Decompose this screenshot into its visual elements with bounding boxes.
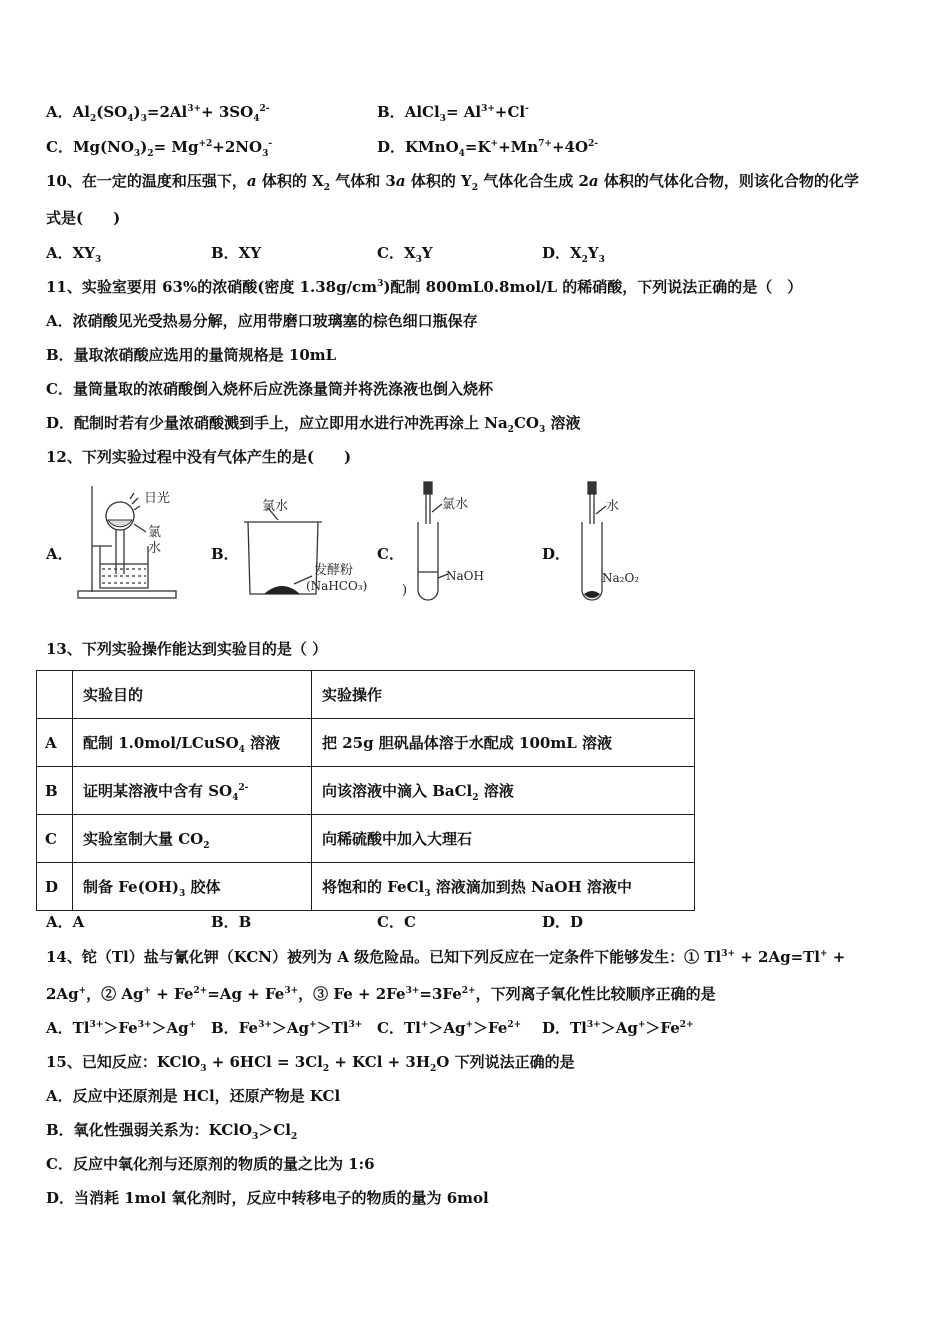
q13-header-blank: [37, 671, 73, 719]
q12-figure-c: [402, 478, 492, 602]
q10-option-b: B．XY: [211, 244, 262, 262]
q13-row-d-operation: 将饱和的 FeCl$_3$ 溶液滴加到热 NaOH 溶液中: [312, 863, 695, 911]
q12-label-b: B．: [211, 545, 239, 563]
q13-option-b: B．B: [211, 913, 252, 931]
q14-stem-line1: 14、铊（Tl）盐与氰化钾（KCN）被列为 A 级危险品。已知下列反应在一定条件下能够发生：① $Tl^{3+} + 2Ag=Tl^+$ +: [46, 948, 846, 966]
q12-figure-a-light: 日光: [144, 491, 171, 506]
q13-stem: 13、下列实验操作能达到实验目的是（ ）: [46, 640, 328, 658]
q12-figure-d-solid: Na₂O₂: [602, 571, 640, 585]
q11-option-c: C．量筒量取的浓硝酸倒入烧杯后应洗涤量筒并将洗涤液也倒入烧杯: [46, 380, 493, 398]
q9-option-c: C．$Mg(NO_3)_2= Mg^{+2}+2NO_3^-$: [46, 138, 273, 159]
q12-figure-a: [72, 484, 182, 602]
q9-option-b: B．AlCl$_3$= $Al^{3+}+Cl^-$: [377, 103, 529, 124]
q12-figure-a-water2: 水: [148, 541, 162, 556]
q14-option-b: B．$Fe^{3+}>Ag^+>Tl^{3+}$: [211, 1019, 363, 1037]
q10-option-a: A．$XY_3$: [46, 244, 102, 265]
q14-option-d: D．$Tl^{3+}>Ag^+>Fe^{2+}$: [542, 1019, 694, 1037]
table-row: [37, 719, 695, 767]
q12-stem: 12、下列实验过程中没有气体产生的是( ): [46, 448, 352, 466]
q14-option-a: A．$Tl^{3+}>Fe^{3+}>Ag^+$: [46, 1019, 197, 1037]
q12-figure-b-powder2: (NaHCO₃): [306, 579, 368, 593]
q15-option-b: B．氧化性强弱关系为：$KClO_3>Cl_2$: [46, 1121, 298, 1142]
q12-figure-a-water1: 氯: [148, 525, 162, 540]
q13-table: [36, 670, 695, 911]
q13-row-d-key: D: [37, 863, 73, 911]
q11-stem: 11、实验室要用 63%的浓硝酸(密度 $1.38g/cm^3$)配制 800mL0.8mol/L 的稀硝酸，下列说法正确的是（ ）: [46, 278, 803, 296]
q9-option-a: A．$Al_2(SO_4)_3=2Al^{3+}+ 3SO_4^{2-}$: [46, 103, 270, 124]
q13-row-a-purpose: 配制 1.0mol/LCuSO$_4$ 溶液: [73, 719, 312, 767]
table-row: [37, 815, 695, 863]
q15-option-d: D．当消耗 1mol 氧化剂时，反应中转移电子的物质的量为 6mol: [46, 1189, 489, 1207]
q10-option-d: D．$X_2Y_3$: [542, 244, 605, 265]
q10-stem-line2: 式是( ): [46, 209, 121, 227]
q12-figure-c-base: NaOH: [446, 569, 484, 583]
q11-option-a: A．浓硝酸见光受热易分解，应用带磨口玻璃塞的棕色细口瓶保存: [46, 312, 478, 330]
q12-label-c: C．: [377, 545, 404, 563]
q12-label-a: A．: [46, 545, 73, 563]
q13-option-a: A．A: [46, 913, 85, 931]
q13-row-a-key: A: [37, 719, 73, 767]
q13-row-c-operation: 向稀硫酸中加入大理石: [312, 815, 695, 863]
svg-text:): ): [402, 583, 408, 598]
q13-option-d: D．D: [542, 913, 584, 931]
q13-row-c-key: C: [37, 815, 73, 863]
q13-row-b-operation: 向该溶液中滴入 BaCl$_2$ 溶液: [312, 767, 695, 815]
q11-option-d: D．配制时若有少量浓硝酸溅到手上，应立即用水进行冲洗再涂上 $Na_2CO_3$ 溶液: [46, 414, 581, 435]
q9-option-d: D．$KMnO_4=K^++Mn^{7+}+4O^{2-}$: [377, 138, 599, 159]
q12-figure-d: [570, 478, 650, 602]
q13-row-c-purpose: 实验室制大量 $CO_2$: [73, 815, 312, 863]
table-row: [37, 863, 695, 911]
q13-table-header: [37, 671, 695, 719]
q12-figure-b-powder1: 发酵粉: [314, 563, 354, 578]
q13-option-c: C．C: [377, 913, 416, 931]
q10-option-c: C．$X_3Y$: [377, 244, 433, 265]
q12-figure-c-water: 氯水: [442, 497, 469, 512]
q14-stem-line2: 2Ag+，② $Ag^+ + Fe^{2+}=Ag + Fe^{3+}$，③ $Fe + 2Fe^{3+}=3Fe^{2+}$，下列离子氧化性比较顺序正确的是: [46, 985, 716, 1003]
q13-row-b-purpose: 证明某溶液中含有 $SO_4^{2-}$: [73, 767, 312, 815]
q10-stem-line1: 10、在一定的温度和压强下，a 体积的 $X_2$ 气体和 3a 体积的 $Y_2$ 气体化合生成 2a 体积的气体化合物，则该化合物的化学: [46, 172, 859, 193]
q15-stem: 15、已知反应：KClO$_3$ + $6HCl = 3Cl_2$ + KCl + $3H_2O$ 下列说法正确的是: [46, 1053, 575, 1074]
q13-header-operation: 实验操作: [312, 671, 695, 719]
q13-header-purpose: 实验目的: [73, 671, 312, 719]
q11-option-b: B．量取浓硝酸应选用的量筒规格是 10mL: [46, 346, 337, 364]
q12-label-d: D．: [542, 545, 571, 563]
q14-option-c: C．$Tl^+>Ag^+>Fe^{2+}$: [377, 1019, 522, 1037]
table-row: [37, 767, 695, 815]
q12-figure-b-water: 氯水: [262, 499, 289, 514]
q13-row-d-purpose: 制备 $Fe(OH)_3$ 胶体: [73, 863, 312, 911]
q12-figure-b: [238, 498, 370, 602]
q12-figure-d-water: 水: [606, 499, 620, 514]
q13-row-a-operation: 把 25g 胆矾晶体溶于水配成 100mL 溶液: [312, 719, 695, 767]
q13-row-b-key: B: [37, 767, 73, 815]
q15-option-c: C．反应中氧化剂与还原剂的物质的量之比为 1:6: [46, 1155, 375, 1173]
q15-option-a: A．反应中还原剂是 HCl，还原产物是 KCl: [46, 1087, 341, 1105]
